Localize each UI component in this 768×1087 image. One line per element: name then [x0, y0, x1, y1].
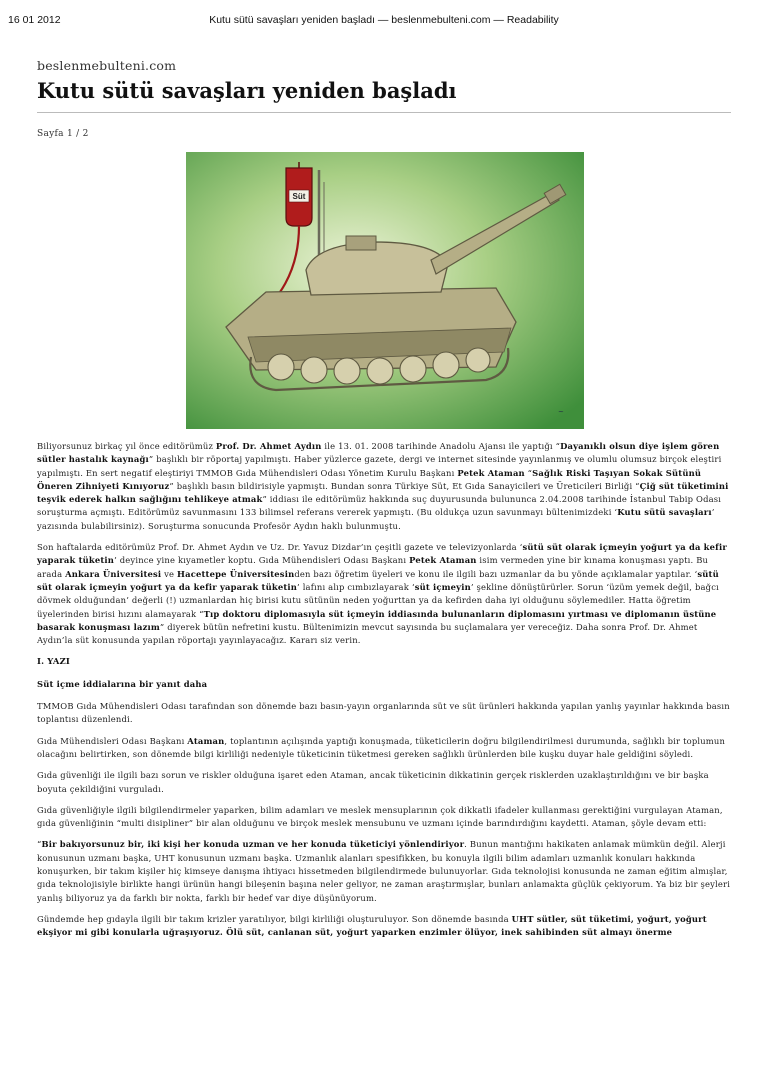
bold-text: Tıp doktoru diplomasıyla süt içmeyin iddiasında bulunanların diplomasını yırtması ve diplomanın üstüne basarak konuşması lazım	[37, 608, 717, 632]
text-run: ” diyerek bütün nefretini kustu. Bültenimizin mevcut sayısında bu suçlamalara yer vereceğiz. Daha sonra Prof. Dr. Ahmet Aydın’la süt konusunda yapılan röportajı yayınlayacağız. Kararı siz verin.	[37, 621, 698, 646]
bold-text: Petek Ataman	[409, 555, 477, 566]
text-run: , toplantının açılışında yaptığı konuşmada, tüketicilerin doğru bilgilendirilmesi durumunda, sağlıklı bir toplumun olacağını belirtirken, son dönemde bilgi kirliliği nedeniyle tüketicinin tüketmesi gereken sağlıklı ürünlerden bile kuşku duyar hale geldiğini söyledi.	[37, 735, 726, 759]
text-run: “	[524, 467, 533, 478]
text-run: ve	[161, 568, 177, 579]
text-run: ” iddiası ile editörümüz hakkında suç duyurusunda bulununca 2.04.2008 tarihinde İstanbul Tabip Odası soruşturma açmıştı. Editörümüz savunmasını 133 bilimsel referans vererek yapmıştı. (Bu oldukça uzun savunmayı bültenimizdeki ‘	[37, 494, 722, 518]
bold-text: Bir bakıyorsunuz bir, iki kişi her konuda uzman ve her konuda tüketiciyi yönlendiriyor	[41, 839, 465, 850]
bold-text: Prof. Dr. Ahmet Aydın	[215, 441, 322, 451]
text-run: Gündemde hep gıdayla ilgili bir takım krizler yaratılıyor, bilgi kirliliği oluşturuluyor. Son dönemde basında	[37, 913, 512, 924]
text-run: den bazı öğretim üyeleri ve konu ile ilgili bazı uzmanlar da bu yönde açıklamalar yaptılar. ‘	[294, 568, 698, 579]
artist-signature: ~	[558, 408, 564, 416]
article-body	[37, 440, 732, 948]
text-run: Gıda Mühendisleri Odası Başkanı	[37, 735, 188, 746]
bold-text: Sağlık Riski Taşıyan Sokak Sütünü Öneren Zihniyeti Kınıyoruz	[37, 467, 702, 491]
bold-text: Dayanıklı olsun diye işlem gören sütler hastalık kaynağı	[37, 441, 720, 465]
article-paragraph	[37, 769, 732, 796]
bold-text: Ataman	[187, 735, 225, 746]
article-paragraph	[37, 804, 732, 831]
bold-text: Petek Ataman	[457, 467, 525, 478]
text-run: isim vermeden yine bir kınama konuşması yaptı. Bu arada	[37, 555, 709, 579]
text-run: ’ deyince yine kıyametler koptu. Gıda Mühendisleri Odası Başkanı	[114, 555, 410, 566]
bold-text: sütü süt olarak içmeyin yoğurt ya da kefir yaparak tüketin	[37, 568, 719, 592]
sub-heading: Süt içme iddialarına bir yanıt daha	[37, 678, 208, 689]
print-title: Kutu sütü savaşları yeniden başladı — beslenmebulteni.com — Readability	[209, 14, 559, 26]
bold-text: Çiğ süt tüketimini teşvik ederek halkın sağlığını tehlikeye atmak	[37, 480, 729, 505]
title-divider	[37, 112, 731, 113]
article-paragraph	[37, 541, 732, 647]
text-run: TMMOB Gıda Mühendisleri Odası tarafından son dönemde bazı basın-yayın organlarında süt ve süt ürünleri hakkında yapılan yanlış yayınlar hakkında basın toplantısı düzenlendi.	[37, 701, 730, 725]
text-run: ” başlıklı basın bildirisiyle yapmıştı. Bundan sonra Türkiye Süt, Et Gıda Sanayicileri ve Üreticileri Birliği “	[169, 480, 640, 491]
article-paragraph	[37, 838, 732, 904]
text-run: Gıda güvenliğiyle ilgili bilgilendirmeler yaparken, bilim adamları ve meslek mensuplarının çok dikkatli ifadeler kullanması gerektiğini vurgulayan Ataman, gıda güvenliğinin “multi disipliner” bir alan olduğunu ve birçok meslek mensubunu ve uzmanı içinde barındırdığını kaydetti. Ataman, şöyle devam etti:	[37, 804, 723, 829]
article-title: Kutu sütü savaşları yeniden başladı	[37, 78, 457, 103]
article-paragraph	[37, 700, 732, 727]
blood-bag-icon	[286, 162, 312, 226]
tank-cartoon-illustration	[186, 152, 584, 429]
article-paragraph	[37, 440, 732, 533]
text-run: . Bunun mantığını hakikaten anlamak mümkün değil. Alerji konusunun uzmanı başka, UHT konusunun uzmanı başka. Uzmanlık alanları spesifikken, bu konuyla ilgili bilim adamları uzmanlık konuları hakkında konuşurken, bir takım kişiler hiç kimseye danışma ihtiyacı hissetmeden bilgilendirmede bulunuyorlar. Gıda teknolojisi konusunda ne zaman eğitim almışlar, gıda teknolojisiyle birlikte hangi ürünün hangi bileşenin başına neler geliyor, ne zaman araştırmışlar, bunları anlamakta güçlük çekiyorum. Ya biz bir şeyleri yanlış biliyoruz ya da farklı bir nokta, farklı bir hedef var diye düşünüyorum.	[37, 839, 731, 903]
print-date: 16 01 2012	[8, 14, 61, 26]
text-run: ile 13. 01. 2008 tarihinde Anadolu Ajansı ile yaptığı “	[321, 441, 561, 451]
bold-text: Ankara Üniversitesi	[65, 568, 162, 579]
text-run: ” başlıklı bir röportaj yapılmıştı. Haber yüzlerce gazete, dergi ve internet sitesinde yayınlanmış ve olumlu olumsuz birçok eleştiri yapılmıştı. En sert negatif eleştiriyi TMMOB Gıda Mühendisleri Odası Yönetim Kurulu Başkanı	[37, 454, 722, 478]
text-run: ’ şekline dönüştürürler. Sorun ‘üzüm yemek değil, bağcı dövmek olduğundan’ değerli (!) uzmanlardan hiç birisi kutu sütünün neden yoğurttan ya da kefirden daha iyi olduğunu söylemediler. Hatta öğretim üyelerinden birisi hızını alamayarak “	[37, 581, 719, 619]
bold-text: süt içmeyin	[414, 581, 471, 592]
text-run: ’ lafını alıp cımbızlayarak ‘	[297, 581, 415, 592]
bold-text: UHT sütler, süt tüketimi, yoğurt, yoğurt ekşiyor mi gibi konularla uğraşıyoruz. Ölü süt, canlanan süt, yoğurt yaparken enzimler ölüyor, inek sahibinden süt almayı önerme	[37, 913, 707, 938]
print-header	[0, 14, 768, 30]
text-run: Biliyorsunuz birkaç yıl önce editörümüz	[37, 441, 216, 451]
text-run: “	[37, 839, 42, 850]
section-heading: I. YAZI	[37, 656, 70, 667]
bag-label-text: Süt	[292, 192, 306, 201]
bold-text: sütü süt olarak içmeyin yoğurt ya da kefir yaparak tüketin	[37, 542, 727, 566]
text-run: ’ yazısında bulabilirsiniz). Soruşturma sonucunda Profesör Aydın haklı bulunmuştu.	[37, 507, 715, 531]
page-indicator: Sayfa 1 / 2	[37, 129, 89, 139]
bold-text: Kutu sütü savaşları	[617, 507, 712, 518]
bold-text: Hacettepe Üniversitesin	[177, 568, 295, 579]
text-run: Gıda güvenliği ile ilgili bazı sorun ve riskler olduğuna işaret eden Ataman, ancak tüketicinin dikkatinin gerçek risklerden uzaklaştırıldığını ve bir başka boyuta çekildiğini vurguladı.	[37, 770, 709, 794]
site-name[interactable]: beslenmebulteni.com	[37, 58, 177, 73]
article-paragraph	[37, 913, 732, 940]
text-run: Son haftalarda editörümüz Prof. Dr. Ahmet Aydın ve Uz. Dr. Yavuz Dizdar’ın çeşitli gazete ve televizyonlarda ‘	[37, 542, 523, 553]
article-paragraph	[37, 735, 732, 762]
